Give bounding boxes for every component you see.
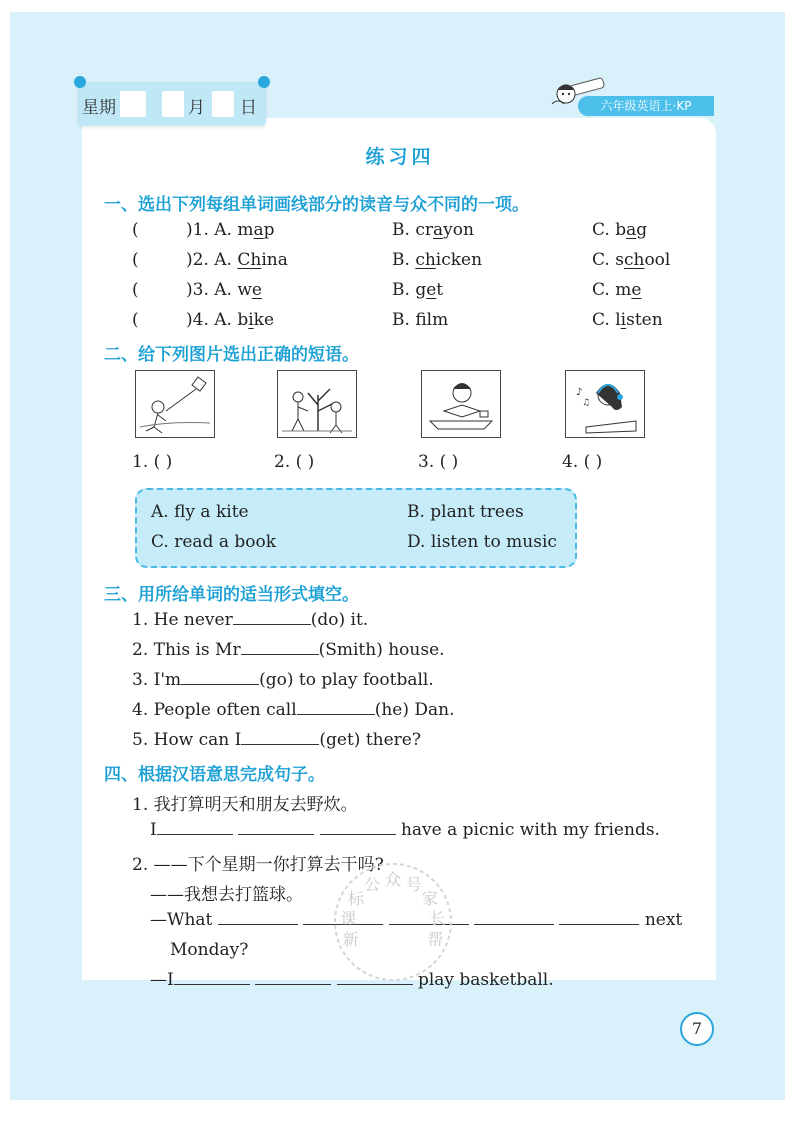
word-part: sten	[626, 310, 663, 330]
section2-heading: 二、给下列图片选出正确的短语。	[104, 345, 359, 365]
stamp-char: 众	[385, 870, 402, 889]
month-label: 月	[188, 98, 205, 118]
word-part: ke	[253, 310, 275, 330]
q2-english-continued: Monday?	[170, 940, 249, 960]
stamp-char: 帮	[427, 930, 444, 950]
word-part: icken	[435, 250, 483, 270]
option-b-word	[392, 250, 482, 270]
word-part: g	[636, 220, 648, 240]
item-text: 5. How can I	[132, 730, 242, 750]
item-number: )1. A.	[186, 220, 238, 240]
book-icon	[422, 371, 500, 437]
answer-paren[interactable]	[132, 310, 139, 330]
option-b-word	[392, 220, 474, 240]
q2-chinese-answer: ——我想去打篮球。	[150, 885, 303, 905]
word-part: cr	[415, 220, 433, 240]
item-text: 3. I'm	[132, 670, 182, 690]
word-part: t	[436, 280, 444, 300]
picture-answer-1[interactable]: 1. ( )	[132, 452, 173, 472]
answer-blank[interactable]	[174, 970, 250, 985]
answer-paren[interactable]	[132, 220, 139, 240]
word-part: ina	[261, 250, 288, 270]
paren-open: (	[132, 280, 139, 300]
section3-heading: 三、用所给单词的适当形式填空。	[104, 585, 359, 605]
q2-answer-post: play basketball.	[417, 970, 554, 990]
option-b-word	[392, 310, 448, 330]
answer-blank[interactable]	[218, 910, 298, 925]
pin-icon	[258, 76, 270, 88]
grade-badge: 六年级英语上·KP	[578, 96, 714, 116]
option-b: B. plant trees	[407, 502, 524, 522]
option-a: A. fly a kite	[151, 502, 249, 522]
picture-plant-trees	[277, 370, 357, 438]
answer-blank[interactable]	[238, 820, 314, 835]
fill-item	[132, 700, 454, 720]
answer-blank[interactable]	[559, 910, 639, 925]
item-number: )2. A.	[186, 250, 238, 270]
item-text: 1. He never	[132, 610, 233, 630]
option-d: D. listen to music	[407, 532, 557, 552]
stamp-char: 公	[364, 875, 381, 895]
option-c-word	[592, 220, 647, 240]
weekday-box	[120, 91, 146, 117]
svg-text:♪: ♪	[576, 387, 583, 398]
option-label: B.	[392, 280, 416, 300]
answer-blank[interactable]	[297, 700, 375, 715]
section4-heading: 四、根据汉语意思完成句子。	[104, 765, 325, 785]
word-part: l	[615, 310, 621, 330]
answer-blank[interactable]	[241, 730, 319, 745]
underlined-letters: a	[626, 220, 637, 240]
option-label: C.	[592, 220, 616, 240]
picture-answer-4[interactable]: 4. ( )	[562, 452, 603, 472]
word-part: m	[237, 220, 254, 240]
fill-item	[132, 640, 445, 660]
option-c-word	[592, 280, 641, 300]
page-title: 练习四	[365, 146, 435, 168]
answer-blank[interactable]	[181, 670, 259, 685]
word-part: s	[615, 250, 624, 270]
paren-open: (	[132, 220, 139, 240]
fill-item	[132, 610, 368, 630]
item-hint: (get) there?	[319, 730, 421, 750]
stamp-char: 长	[429, 909, 446, 929]
answer-blank[interactable]	[320, 820, 396, 835]
picture-read-book	[421, 370, 501, 438]
option-label: B.	[392, 220, 416, 240]
options-box	[135, 488, 577, 568]
underlined-letters: a	[253, 220, 264, 240]
option-label: B.	[392, 310, 416, 330]
paren-open: (	[132, 310, 139, 330]
item-number: )3. A.	[186, 280, 238, 300]
stamp-char: 号	[405, 875, 422, 895]
day-box	[212, 91, 234, 117]
item-number: )4. A.	[186, 310, 238, 330]
q1-chinese: 1. 我打算明天和朋友去野炊。	[132, 795, 358, 815]
underlined-letters: i	[620, 310, 627, 330]
q1-post: have a picnic with my friends.	[400, 820, 660, 840]
underlined-letters: ch	[623, 250, 645, 270]
word-part: m	[615, 280, 632, 300]
option-label: C.	[592, 250, 616, 270]
option-b-word	[392, 280, 443, 300]
picture-listen-music	[565, 370, 645, 438]
pin-icon	[74, 76, 86, 88]
picture-answer-3[interactable]: 3. ( )	[418, 452, 459, 472]
underlined-letters: a	[432, 220, 444, 240]
word-part: yon	[443, 220, 474, 240]
word-part: p	[263, 220, 275, 240]
q2-chinese-question: 2. ——下个星期一你打算去干吗?	[132, 855, 384, 875]
underlined-letters: i	[248, 310, 254, 330]
item-text: 4. People often call	[132, 700, 297, 720]
answer-blank[interactable]	[474, 910, 554, 925]
fill-item	[132, 670, 434, 690]
option-c: C. read a book	[151, 532, 277, 552]
answer-blank[interactable]	[241, 640, 319, 655]
stamp-char: 新	[342, 930, 359, 950]
q2-answer-pre: —I	[150, 970, 174, 990]
item-hint: (go) to play football.	[259, 670, 434, 690]
word-part: ool	[644, 250, 671, 270]
word-part: b	[615, 220, 627, 240]
kite-icon	[136, 371, 214, 437]
answer-blank[interactable]	[233, 610, 311, 625]
answer-blank[interactable]	[157, 820, 233, 835]
date-tab	[78, 82, 266, 126]
word-part: g	[415, 280, 427, 300]
stamp-char: 课	[340, 909, 357, 929]
tree-icon	[278, 371, 356, 437]
underlined-letters: e	[631, 280, 642, 300]
option-label: C.	[592, 280, 616, 300]
item-hint: (he) Dan.	[374, 700, 455, 720]
word-part: lm	[426, 310, 449, 330]
paren-open: (	[132, 250, 139, 270]
option-c-word	[592, 310, 663, 330]
option-a-word	[186, 310, 274, 330]
option-label: C.	[592, 310, 616, 330]
item-text: 2. This is Mr	[132, 640, 241, 660]
underlined-letters: ch	[415, 250, 436, 270]
stamp-char: 家	[421, 889, 438, 909]
month-box	[162, 91, 184, 117]
picture-answer-2[interactable]: 2. ( )	[274, 452, 315, 472]
option-label: B.	[392, 250, 416, 270]
underlined-letters: e	[426, 280, 437, 300]
word-part: f	[415, 310, 427, 330]
stamp-char: 标	[348, 889, 365, 909]
option-a-word	[186, 250, 288, 270]
fill-item	[132, 730, 421, 750]
word-part: b	[237, 310, 249, 330]
day-label: 日	[240, 98, 257, 118]
watermark-stamp	[318, 852, 468, 992]
word-part: w	[237, 280, 252, 300]
answer-paren[interactable]	[132, 280, 139, 300]
picture-fly-kite	[135, 370, 215, 438]
item-hint: (Smith) house.	[318, 640, 445, 660]
item-hint: (do) it.	[310, 610, 369, 630]
option-a-word	[186, 220, 275, 240]
q2-pre: —What	[150, 910, 213, 930]
section1-heading: 一、选出下列每组单词画线部分的读音与众不同的一项。	[104, 195, 529, 215]
weekday-label: 星期	[82, 98, 116, 118]
svg-text:♫: ♫	[582, 398, 591, 408]
q2-post: next	[644, 910, 683, 930]
answer-paren[interactable]	[132, 250, 139, 270]
underlined-letters: e	[251, 280, 262, 300]
option-c-word	[592, 250, 670, 270]
underlined-letters: Ch	[237, 250, 262, 270]
q1-pre: I	[150, 820, 157, 840]
page-number: 7	[680, 1012, 714, 1046]
headphones-icon	[566, 371, 644, 437]
q1-english	[150, 820, 660, 840]
option-a-word	[186, 280, 262, 300]
